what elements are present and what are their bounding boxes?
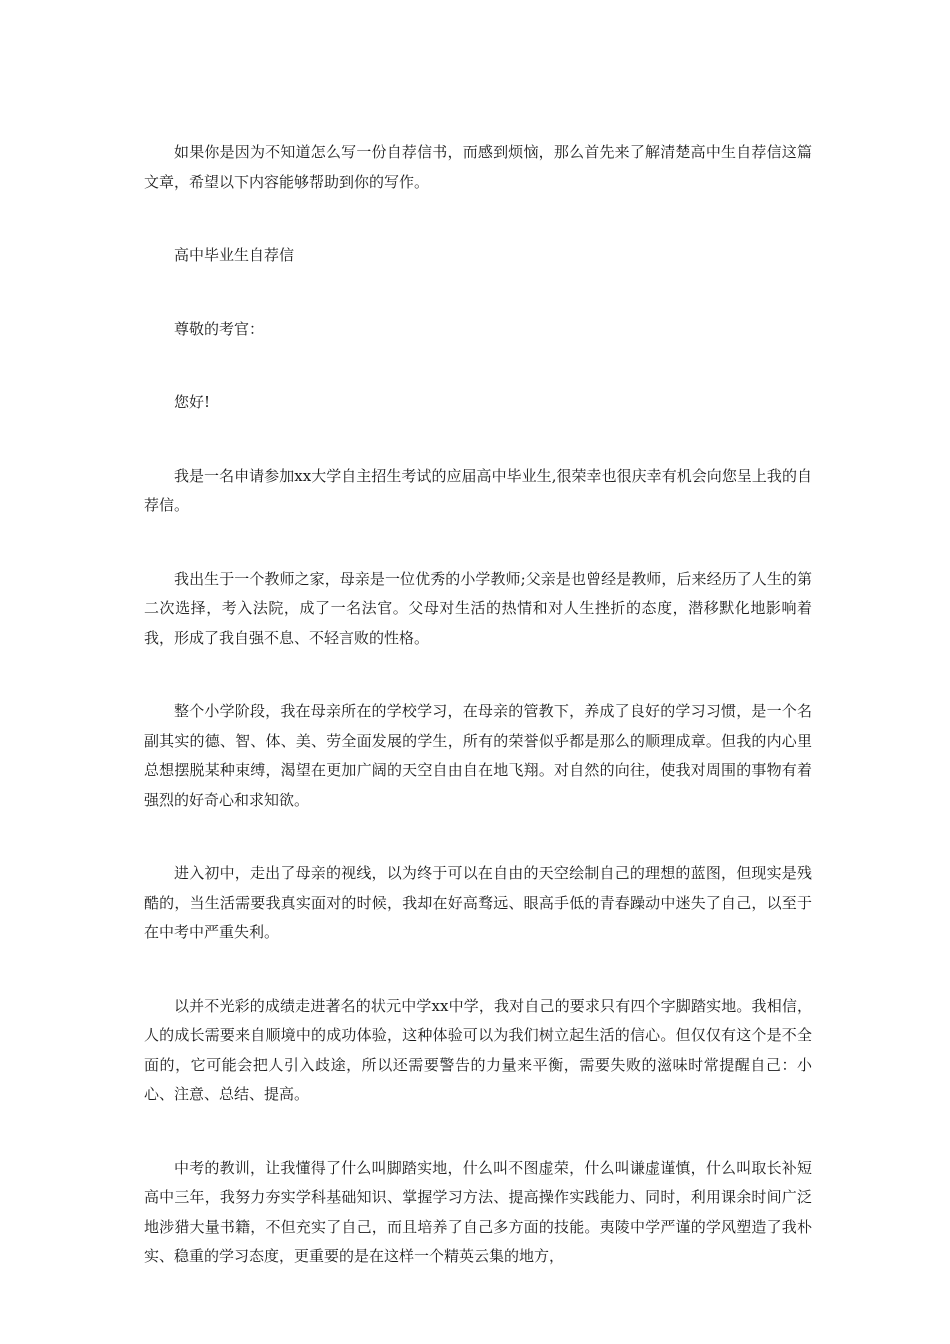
body-paragraph-senior-high: 以并不光彩的成绩走进著名的状元中学xx中学，我对自己的要求只有四个字脚踏实地。我相信，人的成长需要来自顺境中的成功体验，这种体验可以为我们树立起生活的信心。但仅仅有这个是不全面的，它可能会把人引入歧途，所以还需要警告的力量来平衡，需要失败的滋味时常提醒自己：小心、注意、总结、提高。 <box>144 996 812 1103</box>
intro-paragraph: 如果你是因为不知道怎么写一份自荐信书，而感到烦恼，那么首先来了解清楚高中生自荐信这篇文章，希望以下内容能够帮助到你的写作。 <box>144 143 812 191</box>
letter-title: 高中毕业生自荐信 <box>174 246 295 264</box>
paragraph-gap <box>144 271 812 315</box>
letter-salutation: 尊敬的考官： <box>174 319 265 338</box>
paragraph-gap <box>144 418 812 462</box>
paragraph-gap <box>144 197 812 241</box>
paragraph-gap <box>144 1110 812 1154</box>
body-paragraph-lessons: 中考的教训，让我懂得了什么叫脚踏实地，什么叫不图虚荣，什么叫谦虚谨慎，什么叫取长补短高中三年，我努力夯实学科基础知识、掌握学习方法、提高操作实践能力、同时，利用课余时间广泛地涉猎大量书籍，不但充实了自己，而且培养了自己多方面的技能。夷陵中学严谨的学风塑造了我朴实、稳重的学习态度，更重要的是在这样一个精英云集的地方， <box>144 1158 812 1265</box>
document-page <box>144 138 812 1272</box>
body-paragraph-primary-school: 整个小学阶段，我在母亲所在的学校学习，在母亲的管教下，养成了良好的学习习惯，是一个名副其实的德、智、体、美、劳全面发展的学生，所有的荣誉似乎都是那么的顺理成章。但我的内心里总想摆脱某种束缚，渴望在更加广阔的天空自由自在地飞翔。对自然的向往，使我对周围的事物有着强烈的好奇心和求知欲。 <box>144 702 812 809</box>
paragraph-gap <box>144 344 812 388</box>
paragraph-gap <box>144 521 812 565</box>
paragraph-gap <box>144 815 812 859</box>
paragraph-gap <box>144 653 812 697</box>
body-paragraph-junior-high: 进入初中，走出了母亲的视线，以为终于可以在自由的天空绘制自己的理想的蓝图，但现实是残酷的，当生活需要我真实面对的时候，我却在好高骛远、眼高手低的青春躁动中迷失了自己，以至于在中考中严重失利。 <box>144 864 812 941</box>
letter-greeting: 您好! <box>174 393 211 411</box>
body-paragraph-intro: 我是一名申请参加xx大学自主招生考试的应届高中毕业生,很荣幸也很庆幸有机会向您呈上我的自荐信。 <box>144 466 812 514</box>
paragraph-gap <box>144 948 812 992</box>
body-paragraph-family: 我出生于一个教师之家，母亲是一位优秀的小学教师;父亲是也曾经是教师，后来经历了人生的第二次选择，考入法院，成了一名法官。父母对生活的热情和对人生挫折的态度，潜移默化地影响着我，形成了我自强不息、不轻言败的性格。 <box>144 569 812 647</box>
